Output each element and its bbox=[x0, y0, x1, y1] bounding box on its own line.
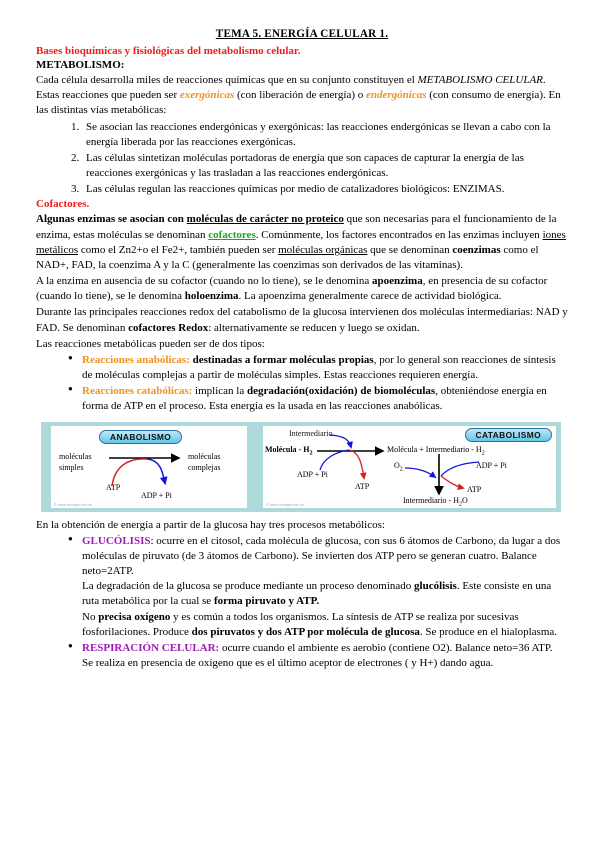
catab-text-a: implican la bbox=[192, 385, 247, 398]
catab-o2-sub: 2 bbox=[399, 466, 403, 473]
list-item-glucolisis bbox=[82, 534, 568, 640]
list-item: 1. Se asocian las reacciones endergónicas y exergónicas: las reacciones endergónicas se llevan a cabo con la energía liberada por las reacciones exergónicas. bbox=[82, 120, 568, 150]
respiracion-rest: ocurre cuando el ambiente es aerobio (contiene O2). Balance neto=36 ATP. bbox=[219, 641, 553, 654]
cof2-text-a: A la enzima en ausencia de su cofactor (cuando no lo tiene), se le denomina bbox=[36, 275, 372, 288]
cof-bold-a: Algunas enzimas se asocian con bbox=[36, 213, 187, 226]
catab-rest: , obteniéndose energía en forma de ATP en el proceso. Esta energía es la usada en las reacciones anabólicas. bbox=[82, 385, 547, 413]
gluc-sub2-bold2: dos piruvatos y dos ATP por molécula de glucosa bbox=[191, 625, 420, 638]
catab-label-adp-pi-right: ADP + Pi bbox=[476, 460, 507, 470]
after-figure-line: En la obtención de energía a partir de la glucosa hay tres procesos metabólicos: bbox=[36, 518, 385, 531]
catab-o2-text: O bbox=[394, 460, 400, 470]
catab-bottom-end: O bbox=[461, 495, 468, 505]
gluc-sub1-a: La degradación de la glucosa se produce mediante un proceso denominado bbox=[82, 580, 415, 593]
glucolisis-subparagraph-1 bbox=[82, 579, 568, 609]
anab-watermark: © www.biologia.edu.ar bbox=[54, 502, 92, 507]
gluc-sub1-bold2: forma piruvato y ATP. bbox=[213, 595, 320, 608]
term-exergonicas: exergónicas bbox=[179, 89, 235, 102]
catab-bottom-sub: 2 bbox=[458, 501, 462, 508]
term-apoenzima: apoenzima bbox=[371, 275, 423, 288]
term-cofactores-highlight: cofactores bbox=[208, 228, 256, 241]
anab-label-atp: ATP bbox=[106, 482, 121, 492]
intro-text-b: . Estas reacciones que pueden ser bbox=[36, 74, 546, 102]
anab-label-moleculas-complejas-2: complejas bbox=[188, 462, 221, 472]
badge-catabolismo: CATABOLISMO bbox=[465, 428, 553, 442]
tipos-reacciones-line: Las reacciones metabólicas pueden ser de dos tipos: bbox=[36, 337, 265, 350]
catab-product-text: Molécula + Intermediario - H bbox=[387, 444, 482, 454]
term-moleculas-organicas: moléculas orgánicas bbox=[278, 243, 368, 256]
intro-text-d: (con consumo de energía). En las distintas vías metabólicas: bbox=[36, 89, 561, 117]
list-item-respiracion-celular bbox=[82, 641, 568, 671]
label-respiracion-celular: RESPIRACIÓN CELULAR: bbox=[82, 641, 220, 654]
bullet-list-reacciones bbox=[36, 353, 568, 415]
anab-label-moleculas-simples-1: moléculas bbox=[59, 451, 92, 461]
label-reacciones-anabolicas: Reacciones anabólicas: bbox=[82, 353, 190, 366]
gluc-sub1-bold: glucólisis bbox=[414, 580, 457, 593]
label-glucolisis: GLUCÓLISIS bbox=[82, 534, 151, 547]
page-title-text: TEMA 5. ENERGÍA CELULAR 1. bbox=[215, 28, 389, 40]
section-heading-cofactores: Cofactores. bbox=[36, 198, 90, 211]
badge-anabolismo: ANABOLISMO bbox=[99, 430, 182, 444]
gluc-sub1-b: . Este consiste en una ruta metabólica por la cual se bbox=[82, 580, 552, 608]
list-item: 2. Las células sintetizan moléculas portadoras de energía que son capaces de capturar la energía de las reacciones exergónicas y las trasladan a las reacciones endergónicas. bbox=[82, 151, 568, 181]
cof2-text-b: , en presencia de su cofactor (cuando lo tiene), se le denomina bbox=[36, 275, 548, 303]
page-title bbox=[36, 28, 568, 40]
catab-label-atp-left: ATP bbox=[355, 481, 370, 491]
section-heading-metabolismo: METABOLISMO: bbox=[36, 59, 125, 71]
term-iones-metalicos: iones metálicos bbox=[36, 228, 566, 256]
cof-text-c: como el Zn2+o el Fe2+, también pueden ser bbox=[78, 243, 279, 256]
catab-bottom-text: Intermediario - H bbox=[403, 495, 459, 505]
catabolismo-arrows bbox=[263, 426, 556, 508]
catab-label-intermediario: Intermediario bbox=[289, 428, 333, 438]
term-cofactores-redox: cofactores Redox bbox=[128, 321, 209, 334]
list-item-reacciones-anabolicas bbox=[82, 353, 568, 383]
gluc-sub2-c: . Se produce en el hialoplasma. bbox=[419, 625, 558, 638]
numbered-list bbox=[36, 120, 568, 198]
term-coenzimas: coenzimas bbox=[452, 243, 501, 256]
anab-label-moleculas-complejas-1: moléculas bbox=[188, 451, 221, 461]
label-reacciones-catabolicas: Reacciones catabólicas: bbox=[82, 385, 193, 398]
catab-product-sub: 2 bbox=[481, 450, 485, 457]
anab-bold: destinadas a formar moléculas propias bbox=[189, 353, 374, 366]
gluc-sub2-bold1: precisa oxígeno bbox=[98, 610, 171, 623]
cof-bold-underline-moleculas: moléculas de carácter no proteico bbox=[186, 213, 344, 226]
list-item: 3. Las células regulan las reacciones químicas por medio de catalizadores biológicos: ENZIMAS. bbox=[82, 182, 568, 197]
cof3-text-a: Durante las principales reacciones redox del catabolismo de la glucosa intervienen dos moléculas intermediarias: NAD y FAD. Se denominan bbox=[36, 306, 568, 334]
anabolismo-arrows bbox=[51, 426, 247, 508]
gluc-sub2-b: y es común a todos los organismos. La síntesis de ATP se realiza por sucesivas fosforilaciones. Produce bbox=[82, 610, 519, 638]
cof-text-a: que son necesarias para el funcionamiento de la enzima, estas moléculas se denominan bbox=[36, 213, 557, 241]
metabolism-figure bbox=[41, 422, 561, 512]
bullet-list-procesos bbox=[36, 534, 568, 672]
cofactores-paragraph-3 bbox=[36, 305, 568, 335]
respiracion-subparagraph: Se realiza en presencia de oxígeno que es el último aceptor de electrones ( y H+) dando agua. bbox=[82, 657, 494, 670]
cof-text-e: como el NAD+, FAD, la coenzima A y la C (generalmente las coenzimas son derivados de las vitaminas). bbox=[36, 243, 539, 271]
catab-molecula-text: Molécula - H bbox=[265, 444, 310, 454]
cofactores-paragraph-2 bbox=[36, 274, 568, 304]
glucolisis-subparagraph-2 bbox=[82, 610, 568, 640]
catab-label-atp-right: ATP bbox=[467, 484, 482, 494]
subtitle-heading: Bases bioquímicas y fisiológicas del metabolismo celular. bbox=[36, 45, 301, 57]
intro-italic-metabolismo-celular: METABOLISMO CELULAR bbox=[417, 74, 543, 86]
intro-paragraph bbox=[36, 73, 568, 119]
intro-text-a: Cada célula desarrolla miles de reacciones químicas que en su conjunto constituyen el bbox=[36, 74, 418, 86]
intro-text-c: (con liberación de energía) o bbox=[234, 89, 366, 102]
term-holoenzima: holoenzima bbox=[184, 290, 239, 303]
cof-text-d: que se denominan bbox=[367, 243, 453, 256]
glucolisis-rest: : ocurre en el citosol, cada molécula de glucosa, con sus 6 átomos de Carbono, da lugar a dos moléculas de piruvato (de 3 átomos de Carbono). Se invierten dos ATP pero se generan cuatro. Balance neto=2ATP. bbox=[82, 534, 561, 578]
anab-rest: , por lo general son reacciones de síntesis de moléculas complejas a partir de moléculas simples. Estas reacciones requieren energía. bbox=[82, 353, 556, 382]
catab-molecula-sub: 2 bbox=[309, 450, 313, 457]
term-endergonicas: endergónicas bbox=[366, 89, 427, 102]
anabolismo-diagram bbox=[51, 426, 247, 508]
catab-bold: degradación(oxidación) de biomoléculas bbox=[246, 385, 436, 398]
cof2-text-c: . La apoenzima generalmente carece de actividad biológica. bbox=[238, 290, 502, 303]
anab-label-adp-pi: ADP + Pi bbox=[141, 490, 172, 500]
catabolismo-diagram bbox=[263, 426, 556, 508]
cof3-text-b: : alternativamente se reducen y luego se oxidan. bbox=[208, 321, 420, 334]
cofactores-paragraph-1 bbox=[36, 212, 568, 273]
catab-watermark: © www.biologia.edu.ar bbox=[266, 502, 304, 507]
gluc-sub2-a: No bbox=[82, 610, 99, 623]
cof-text-b: . Comúnmente, los factores encontrados en las enzimas incluyen bbox=[255, 228, 543, 241]
list-item-reacciones-catabolicas bbox=[82, 384, 568, 414]
anab-label-moleculas-simples-2: simples bbox=[59, 462, 84, 472]
catab-label-adp-pi-left: ADP + Pi bbox=[297, 469, 328, 479]
